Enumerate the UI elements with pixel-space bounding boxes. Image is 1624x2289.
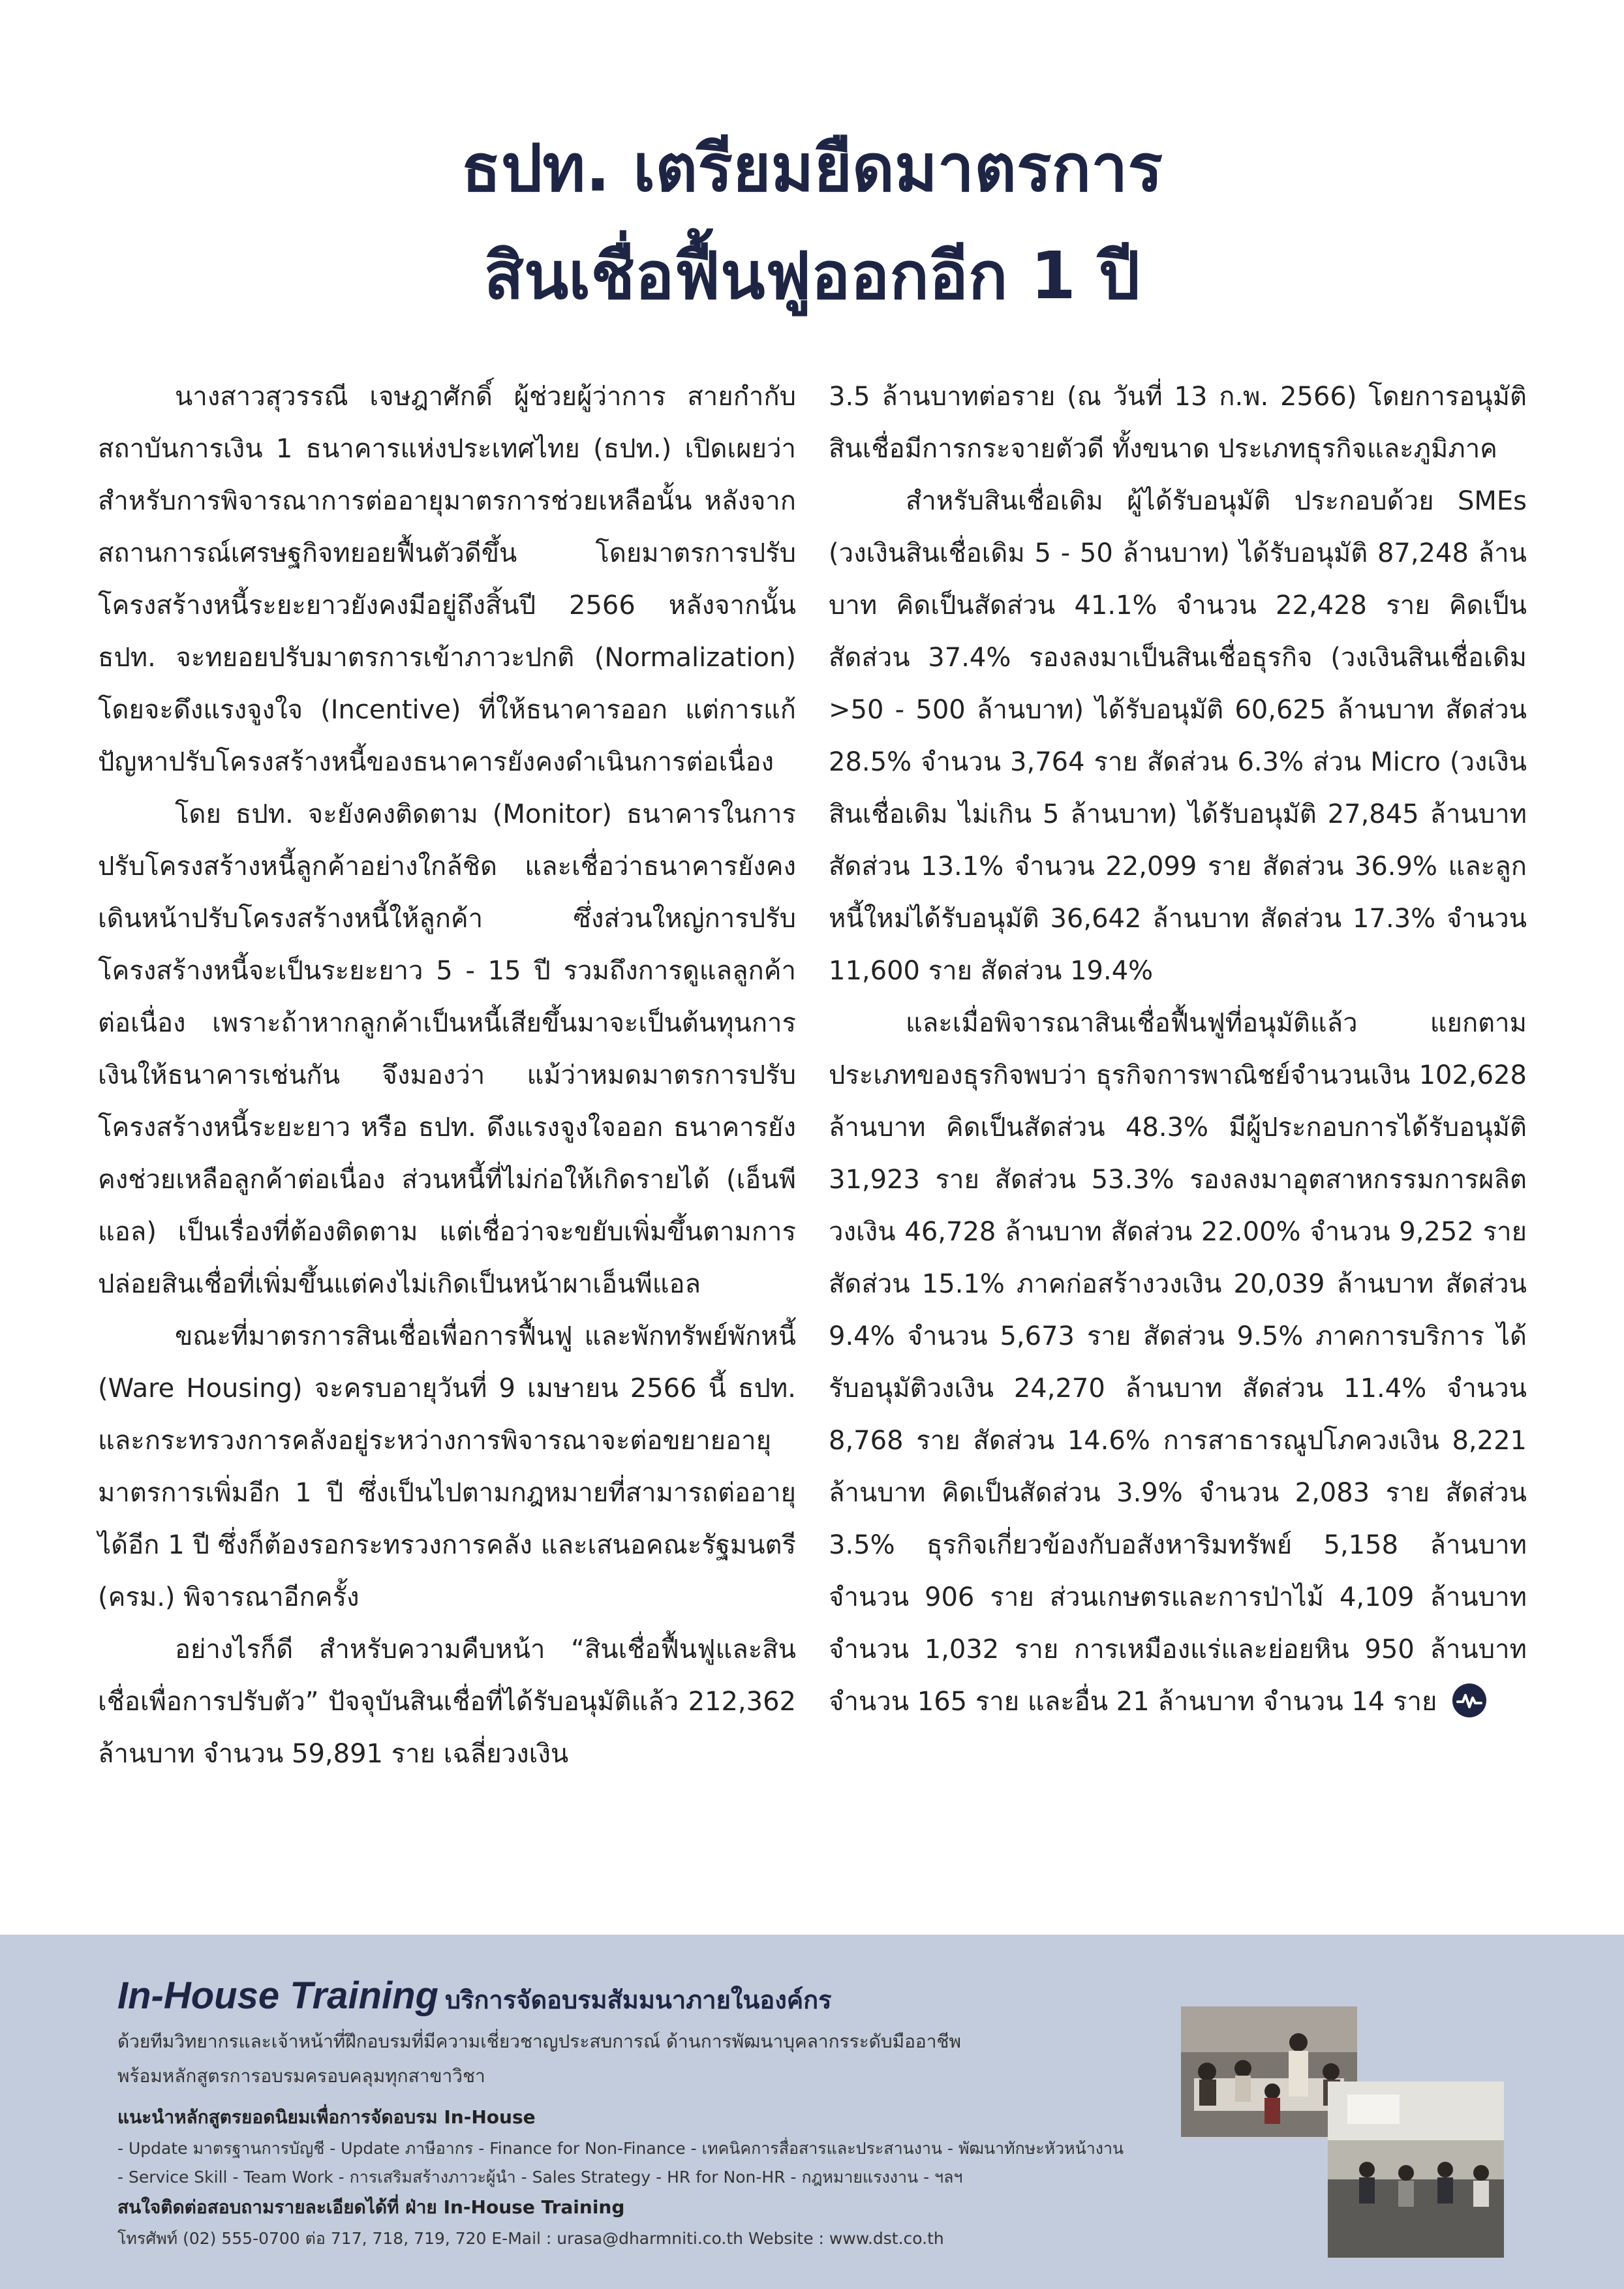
courses-line-1: - Update มาตรฐานการบัญชี - Update ภาษีอากร - Finance for Non-Finance - เทคนิคการสื่อสารและประสานงาน - พัฒนาทักษะหัวหน้างาน [117,2139,1124,2158]
paragraph [829,997,1527,1728]
contact-heading: สนใจติดต่อสอบถามรายละเอียดได้ที่ ฝ่าย In-House Training [117,2196,625,2218]
footer-heading [117,1974,832,2020]
paragraph: อย่างไรก็ดี สำหรับความคืบหน้า “สินเชื่อฟื้นฟูและสินเชื่อเพื่อการปรับตัว” ปัจจุบันสินเชื่อที่ได้รับอนุมัติแล้ว 212,362 ล้านบาท จำนวน 59,891 ราย เฉลี่ยวงเงิน [98,1635,796,1769]
recommend-heading: แนะนำหลักสูตรยอดนิยมเพื่อการจัดอบรม In-House [117,2106,536,2128]
training-photo-2 [1328,2082,1504,2258]
footer-desc-2: พร้อมหลักสูตรการอบรมครอบคลุมทุกสาขาวิชา [117,2065,485,2087]
contact-line: โทรศัพท์ (02) 555-0700 ต่อ 717, 718, 719, 720 E-Mail : urasa@dharmniti.co.th Website : www.dst.co.th [117,2229,944,2248]
courses-line-2: - Service Skill - Team Work - การเสริมสร้างภาวะผู้นำ - Sales Strategy - HR for Non-HR - กฎหมายแรงงาน - ฯลฯ [117,2168,963,2187]
paragraph-text: และเมื่อพิจารณาสินเชื่อฟื้นฟูที่อนุมัติแล้ว แยกตามประเภทของธุรกิจพบว่า ธุรกิจการพาณิชย์จำนวนเงิน 102,628 ล้านบาท คิดเป็นสัดส่วน 48.3% มีผู้ประกอบการได้รับอนุมัติ 31,923 ราย สัดส่วน 53.3% รองลงมาอุตสาหกรรมการผลิต วงเงิน 46,728 ล้านบาท สัดส่วน 22.00% จำนวน 9,252 ราย สัดส่วน 15.1% ภาคก่อสร้างวงเงิน 20,039 ล้านบาท สัดส่วน 9.4% จำนวน 5,673 ราย สัดส่วน 9.5% ภาคการบริการ ได้รับอนุมัติวงเงิน 24,270 ล้านบาท สัดส่วน 11.4% จำนวน 8,768 ราย สัดส่วน 14.6% การสาธารณูปโภควงเงิน 8,221 ล้านบาท คิดเป็นสัดส่วน 3.9% จำนวน 2,083 ราย สัดส่วน 3.5% ธุรกิจเกี่ยวข้องกับอสังหาริมทรัพย์ 5,158 ล้านบาท จำนวน 906 ราย ส่วนเกษตรและการป่าไม้ 4,109 ล้านบาท จำนวน 1,032 ราย การเหมืองแร่และย่อยหิน 950 ล้านบาท จำนวน 165 ราย และอื่น 21 ล้านบาท จำนวน 14 ราย [829,1008,1527,1717]
paragraph: นางสาวสุวรรณี เจษฎาศักดิ์ ผู้ช่วยผู้ว่าการ สายกำกับสถาบันการเงิน 1 ธนาคารแห่งประเทศไทย (ธปท.) เปิดเผยว่า สำหรับการพิจารณาการต่ออายุมาตรการช่วยเหลือนั้น หลังจากสถานการณ์เศรษฐกิจทยอยฟื้นตัวดีขึ้น โดยมาตรการปรับโครงสร้างหนี้ระยะยาวยังคงมีอยู่ถึงสิ้นปี 2566 หลังจากนั้น ธปท. จะทยอยปรับมาตรการเข้าภาวะปกติ (Normalization) โดยจะดึงแรงจูงใจ (Incentive) ที่ให้ธนาคารออก แต่การแก้ปัญหาปรับโครงสร้างหนี้ของธนาคารยังคงดำเนินการต่อเนื่อง [98,382,796,777]
left-column [98,371,796,1780]
paragraph: ขณะที่มาตรการสินเชื่อเพื่อการฟื้นฟู และพักทรัพย์พักหนี้ (Ware Housing) จะครบอายุวันที่ 9 เมษายน 2566 นี้ ธปท. และกระทรวงการคลังอยู่ระหว่างการพิจารณาจะต่อขยายอายุมาตรการเพิ่มอีก 1 ปี ซึ่งเป็นไปตามกฎหมายที่สามารถต่ออายุได้อีก 1 ปี ซึ่งก็ต้องรอกระทรวงการคลัง และเสนอคณะรัฐมนตรี (ครม.) พิจารณาอีกครั้ง [98,1321,796,1612]
footer-desc-1: ด้วยทีมวิทยากรและเจ้าหน้าที่ฝึกอบรมที่มีความเชี่ยวชาญประสบการณ์ ด้านการพัฒนาบุคลากรระดับมืออาชีพ [117,2031,961,2052]
right-column [829,371,1527,1728]
title-line-2: สินเชื่อฟื้นฟูออกอีก 1 ปี [483,238,1141,314]
article-title [0,114,1624,330]
paragraph: 3.5 ล้านบาทต่อราย (ณ วันที่ 13 ก.พ. 2566) โดยการอนุมัติสินเชื่อมีการกระจายตัวดี ทั้งขนาด ประเภทธุรกิจและภูมิภาค [829,382,1527,464]
title-line-1: ธปท. เตรียมยืดมาตรการ [461,130,1163,206]
pulse-logo-icon [1452,1683,1486,1717]
paragraph: โดย ธปท. จะยังคงติดตาม (Monitor) ธนาคารในการปรับโครงสร้างหนี้ลูกค้าอย่างใกล้ชิด และเชื่อว่าธนาคารยังคงเดินหน้าปรับโครงสร้างหนี้ให้ลูกค้า ซึ่งส่วนใหญ่การปรับโครงสร้างหนี้จะเป็นระยะยาว 5 - 15 ปี รวมถึงการดูแลลูกค้าต่อเนื่อง เพราะถ้าหากลูกค้าเป็นหนี้เสียขึ้นมาจะเป็นต้นทุนการเงินให้ธนาคารเช่นกัน จึงมองว่า แม้ว่าหมดมาตรการปรับโครงสร้างหนี้ระยะยาว หรือ ธปท. ดึงแรงจูงใจออก ธนาคารยังคงช่วยเหลือลูกค้าต่อเนื่อง ส่วนหนี้ที่ไม่ก่อให้เกิดรายได้ (เอ็นพีแอล) เป็นเรื่องที่ต้องติดตาม แต่เชื่อว่าจะขยับเพิ่มขึ้นตามการปล่อยสินเชื่อที่เพิ่มขึ้นแต่คงไม่เกิดเป็นหน้าผาเอ็นพีแอล [98,799,796,1299]
brand-name: In-House Training [117,1974,438,2017]
footer-ad [0,1935,1624,2289]
paragraph: สำหรับสินเชื่อเดิม ผู้ได้รับอนุมัติ ประกอบด้วย SMEs (วงเงินสินเชื่อเดิม 5 - 50 ล้านบาท) ได้รับอนุมัติ 87,248 ล้านบาท คิดเป็นสัดส่วน 41.1% จำนวน 22,428 ราย คิดเป็นสัดส่วน 37.4% รองลงมาเป็นสินเชื่อธุรกิจ (วงเงินสินเชื่อเดิม >50 - 500 ล้านบาท) ได้รับอนุมัติ 60,625 ล้านบาท สัดส่วน 28.5% จำนวน 3,764 ราย สัดส่วน 6.3% ส่วน Micro (วงเงินสินเชื่อเดิม ไม่เกิน 5 ล้านบาท) ได้รับอนุมัติ 27,845 ล้านบาท สัดส่วน 13.1% จำนวน 22,099 ราย สัดส่วน 36.9% และลูกหนี้ใหม่ได้รับอนุมัติ 36,642 ล้านบาท สัดส่วน 17.3% จำนวน 11,600 ราย สัดส่วน 19.4% [829,486,1527,986]
brand-subtitle: บริการจัดอบรมสัมมนาภายในองค์กร [444,1986,832,2014]
